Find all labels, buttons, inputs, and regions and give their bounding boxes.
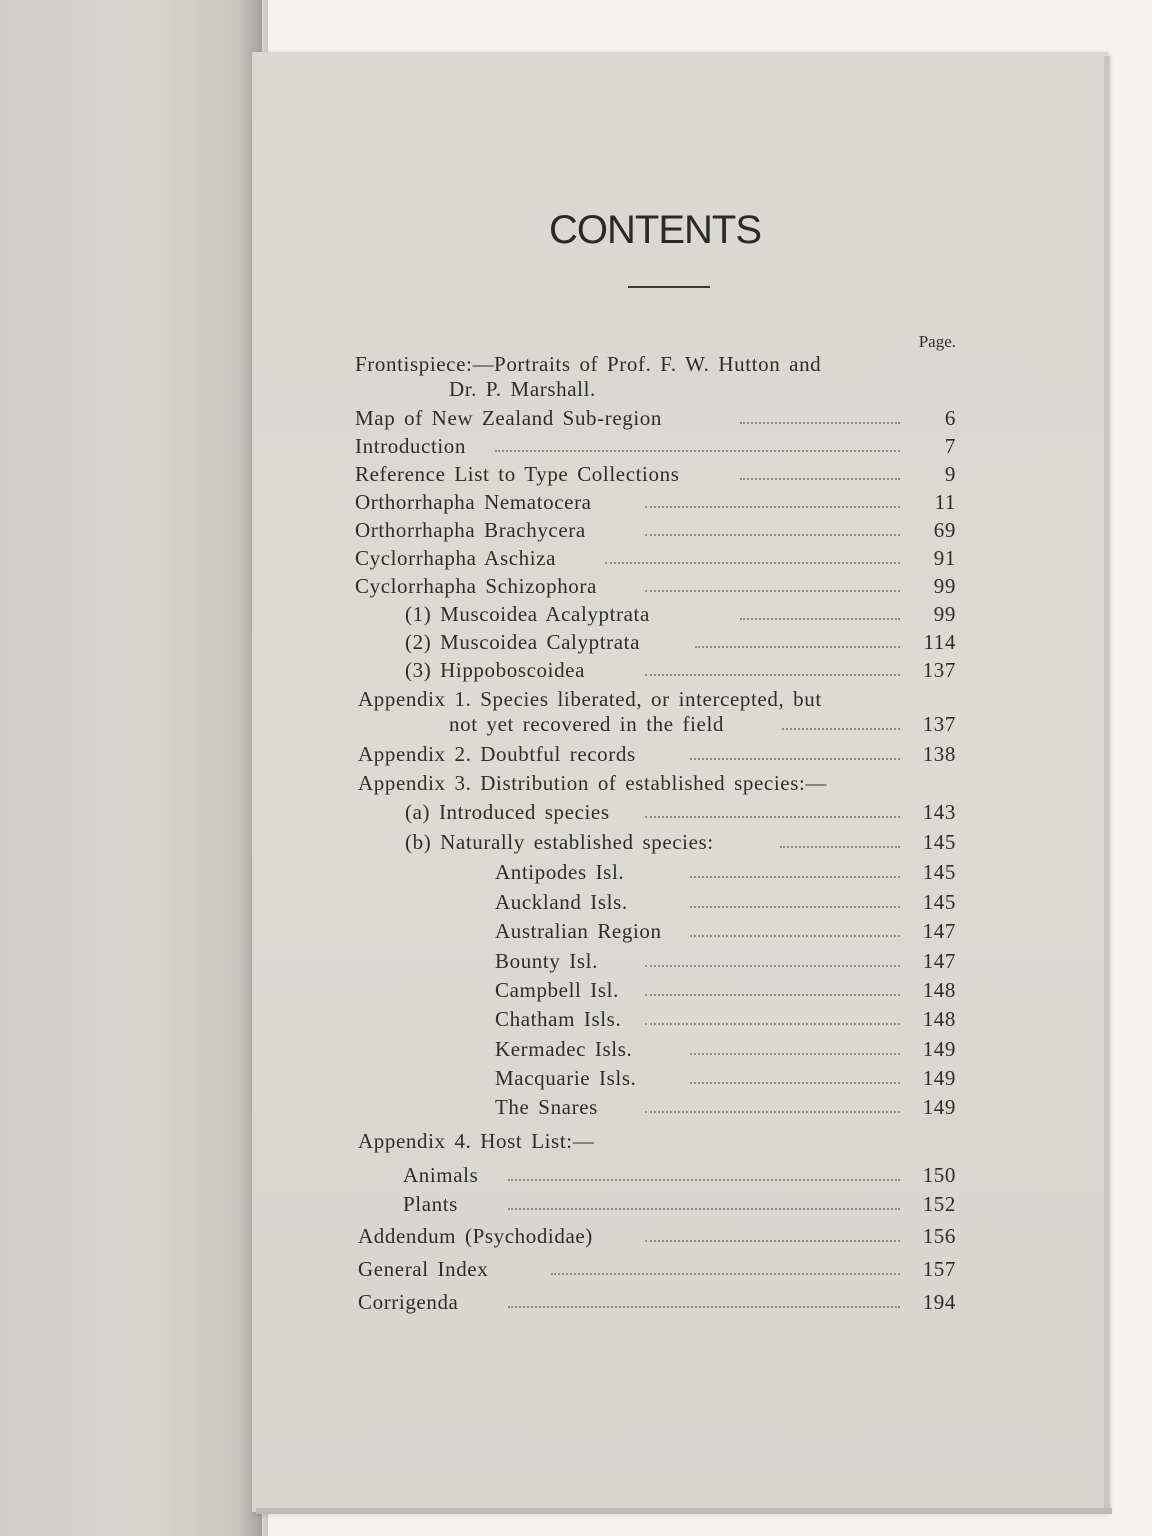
- toc-entry-label: Bounty Isl.: [495, 949, 598, 973]
- toc-entry: [405, 828, 956, 856]
- page-title: CONTENTS: [549, 208, 761, 252]
- toc-entry-page: 9: [944, 462, 956, 486]
- toc-entry-page: 157: [922, 1257, 956, 1281]
- dot-leader: [690, 756, 900, 760]
- toc-entry-page: 156: [922, 1224, 956, 1248]
- dot-leader: [551, 1271, 900, 1275]
- toc-entry-label: (b) Naturally established species:: [405, 830, 714, 854]
- toc-entry-page: 148: [922, 1007, 956, 1031]
- toc-entry: [355, 432, 956, 460]
- toc-entry-label: Macquarie Isls.: [495, 1066, 637, 1090]
- toc-entry-page: 150: [922, 1163, 956, 1187]
- toc-entry-page: 145: [922, 830, 956, 854]
- toc-entry-label: Animals: [403, 1163, 479, 1187]
- dot-leader: [782, 726, 900, 730]
- toc-entry: [358, 1255, 956, 1283]
- toc-entry-label: (3) Hippoboscoidea: [405, 658, 586, 682]
- dot-leader: [645, 992, 900, 996]
- toc-entry: [358, 1288, 956, 1316]
- toc-entry: [355, 544, 956, 572]
- toc-entry-label: Kermadec Isls.: [495, 1037, 633, 1061]
- toc-entry: [355, 460, 956, 488]
- toc-entry-page: 145: [922, 860, 956, 884]
- toc-entry-label: The Snares: [495, 1095, 598, 1119]
- dot-leader: [690, 1080, 900, 1084]
- toc-entry: [355, 572, 956, 600]
- dot-leader: [740, 420, 900, 424]
- toc-entry-label: Map of New Zealand Sub-region: [355, 406, 662, 430]
- toc-entry-page: 137: [922, 658, 956, 682]
- dot-leader: [780, 844, 900, 848]
- toc-entry: [405, 656, 956, 684]
- toc-entry-label: Addendum (Psychodidae): [358, 1224, 593, 1248]
- toc-entry-page: 69: [933, 518, 956, 542]
- toc-entry: [495, 1064, 956, 1092]
- toc-entry-page: 138: [922, 742, 956, 766]
- toc-entry-page: 149: [922, 1095, 956, 1119]
- toc-entry-label: Plants: [403, 1192, 458, 1216]
- toc-entry-label: Antipodes Isl.: [495, 860, 625, 884]
- toc-entry-page: 91: [933, 546, 956, 570]
- dot-leader: [495, 448, 900, 452]
- toc-entry-label: General Index: [358, 1257, 489, 1281]
- dot-leader: [508, 1177, 900, 1181]
- dot-leader: [645, 1238, 900, 1242]
- dot-leader: [645, 814, 900, 818]
- dot-leader: [508, 1304, 900, 1308]
- toc-entry-label: Corrigenda: [358, 1290, 459, 1314]
- toc-entry: [495, 947, 956, 975]
- toc-entry-label: Campbell Isl.: [495, 978, 619, 1002]
- toc-entry-label: Cyclorrhapha Schizophora: [355, 574, 597, 598]
- toc-entry-page: 11: [934, 490, 956, 514]
- toc-entry: [403, 1161, 956, 1189]
- dot-leader: [690, 874, 900, 878]
- toc-entry: [495, 976, 956, 1004]
- toc-entry-page: 99: [933, 574, 956, 598]
- toc-entry: [495, 1093, 956, 1121]
- dot-leader: [740, 616, 900, 620]
- toc-entry: [403, 1190, 956, 1218]
- toc-entry-page: 194: [922, 1290, 956, 1314]
- toc-entry: [355, 488, 956, 516]
- dot-leader: [690, 933, 900, 937]
- dot-leader: [690, 904, 900, 908]
- toc-entry-appendix-3: Appendix 3. Distribution of established species:—: [358, 771, 828, 795]
- dot-leader: [645, 963, 900, 967]
- toc-entry-page: 143: [922, 800, 956, 824]
- dot-leader: [645, 1109, 900, 1113]
- toc-entry: [495, 888, 956, 916]
- toc-entry-page: 147: [922, 919, 956, 943]
- toc-entry-page: 149: [922, 1037, 956, 1061]
- toc-entry-page: 99: [933, 602, 956, 626]
- dot-leader: [740, 476, 900, 480]
- toc-entry-label: Chatham Isls.: [495, 1007, 622, 1031]
- toc-entry-page: 152: [922, 1192, 956, 1216]
- toc-entry-page: 6: [944, 406, 956, 430]
- toc-entry: [495, 858, 956, 886]
- toc-entry: [405, 600, 956, 628]
- dot-leader: [690, 1051, 900, 1055]
- toc-entry-appendix-1: Appendix 1. Species liberated, or intercepted, but: [358, 687, 822, 711]
- toc-entry-label: Orthorrhapha Nematocera: [355, 490, 592, 514]
- toc-entry-appendix-4: Appendix 4. Host List:—: [358, 1129, 595, 1153]
- toc-entry-label: (2) Muscoidea Calyptrata: [405, 630, 640, 654]
- toc-entry: [405, 798, 956, 826]
- toc-entry-page: 148: [922, 978, 956, 1002]
- toc-entry-frontispiece: Frontispiece:—Portraits of Prof. F. W. Hutton and: [355, 352, 822, 376]
- toc-entry-label: Appendix 2. Doubtful records: [358, 742, 636, 766]
- dot-leader: [645, 504, 900, 508]
- toc-entry: [358, 1222, 956, 1250]
- toc-entry-label: Introduction: [355, 434, 467, 458]
- dot-leader: [645, 672, 900, 676]
- toc-entry-label: Australian Region: [495, 919, 662, 943]
- toc-entry-label: (1) Muscoidea Acalyptrata: [405, 602, 650, 626]
- toc-entry-page: 147: [922, 949, 956, 973]
- page-column-header: Page.: [918, 332, 956, 351]
- toc-entry-label: Orthorrhapha Brachycera: [355, 518, 586, 542]
- dot-leader: [508, 1206, 900, 1210]
- toc-entry-page: 137: [922, 712, 956, 736]
- dot-leader: [645, 588, 900, 592]
- toc-entry-label: not yet recovered in the field: [449, 712, 724, 736]
- toc-entry-label: (a) Introduced species: [405, 800, 610, 824]
- toc-entry-label: Auckland Isls.: [495, 890, 628, 914]
- toc-entry-page: 7: [944, 434, 956, 458]
- toc-entry: [495, 1005, 956, 1033]
- toc-entry-page: 145: [922, 890, 956, 914]
- toc-entry: [355, 404, 956, 432]
- toc-entry-page: 149: [922, 1066, 956, 1090]
- toc-entry-label: Reference List to Type Collections: [355, 462, 680, 486]
- dot-leader: [695, 644, 900, 648]
- toc-entry-label: Cyclorrhapha Aschiza: [355, 546, 557, 570]
- toc-entry: [405, 628, 956, 656]
- toc-entry: [358, 740, 956, 768]
- toc-entry: [355, 516, 956, 544]
- dot-leader: [645, 532, 900, 536]
- dot-leader: [645, 1021, 900, 1025]
- toc-entry: [449, 710, 956, 738]
- dot-leader: [605, 560, 900, 564]
- toc-entry: [495, 1035, 956, 1063]
- toc-entry: [495, 917, 956, 945]
- toc-entry-frontispiece-cont: Dr. P. Marshall.: [449, 377, 596, 401]
- toc-entry-page: 114: [923, 630, 956, 654]
